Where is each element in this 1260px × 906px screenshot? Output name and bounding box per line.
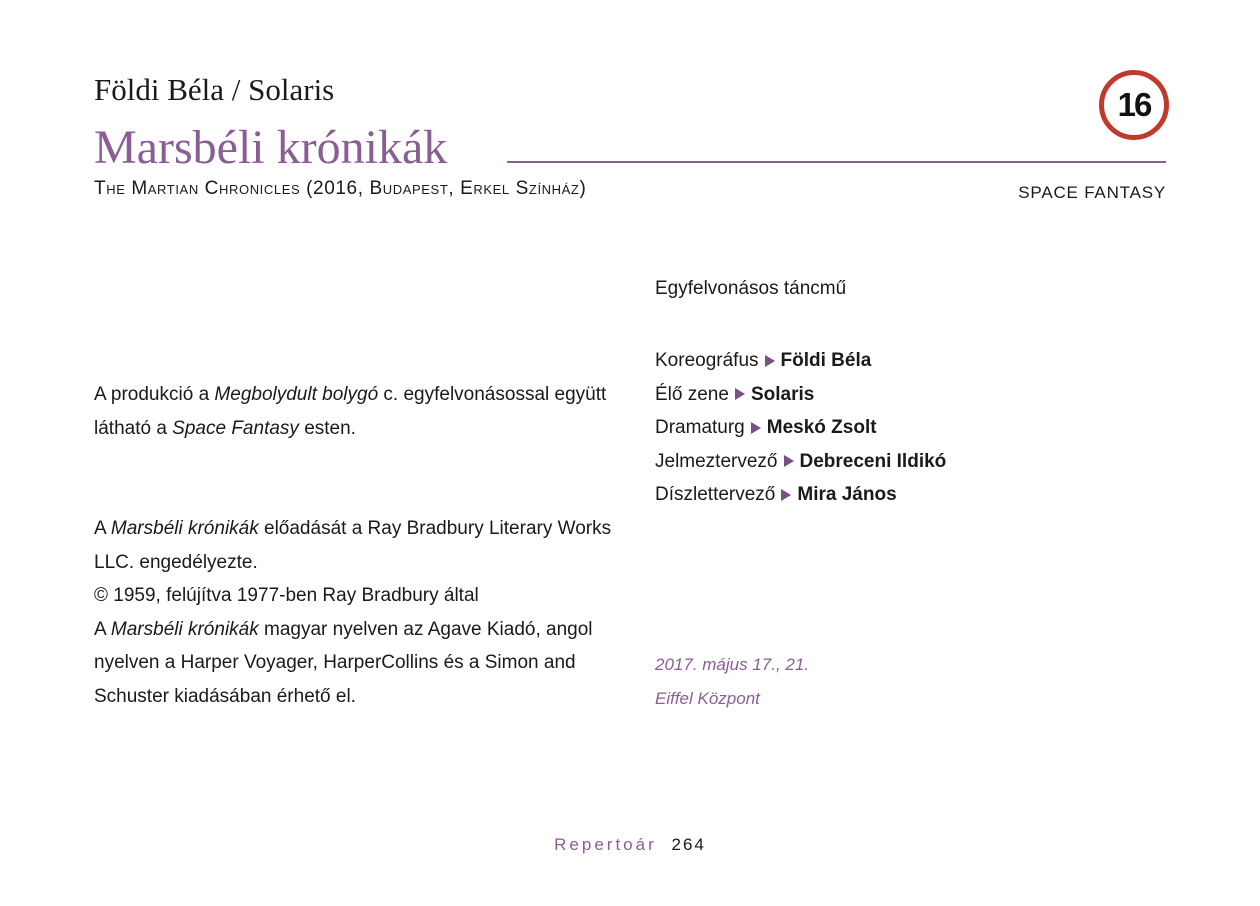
- genre-label: Egyfelvonásos táncmű: [655, 278, 847, 299]
- text-run: c. egyfelvonásossal együtt látható a: [94, 384, 607, 439]
- production-paragraph: [94, 378, 614, 445]
- title-divider: [507, 161, 1166, 163]
- credit-role: Koreográfus: [655, 350, 759, 371]
- credit-row: [655, 445, 946, 479]
- triangle-right-icon: [784, 455, 794, 467]
- performance-dates: 2017. május 17., 21.: [655, 655, 810, 674]
- license-paragraph: [94, 512, 614, 579]
- footer-section-label: Repertoár: [554, 835, 657, 854]
- text-run: magyar nyelven az Agave Kiadó, angol nyelven a Harper Voyager, HarperCollins és a Simon and Schuster kiadásában érhető el.: [94, 618, 593, 707]
- credits-list: [655, 344, 946, 512]
- credit-role: Jelmeztervező: [655, 450, 778, 472]
- credit-name: Mira János: [797, 484, 897, 505]
- text-run: A: [94, 518, 111, 539]
- credit-row: [655, 344, 946, 378]
- italic-title: Space Fantasy: [172, 417, 299, 439]
- triangle-right-icon: [735, 388, 745, 400]
- series-label: SPACE FANTASY: [1018, 183, 1166, 202]
- triangle-right-icon: [781, 489, 791, 501]
- text-run: A produkció a: [94, 384, 215, 405]
- triangle-right-icon: [765, 355, 775, 367]
- license-note: [94, 512, 614, 713]
- text-run: esten.: [298, 417, 356, 439]
- credit-name: Solaris: [750, 383, 815, 405]
- italic-title: Megbolydult bolygó: [214, 384, 379, 405]
- triangle-right-icon: [751, 422, 761, 434]
- performance-venue: Eiffel Központ: [655, 688, 760, 708]
- italic-title: Marsbéli krónikák: [110, 618, 259, 640]
- text-run: A: [94, 618, 111, 640]
- age-rating-value: 16: [1117, 86, 1151, 123]
- age-rating-badge: [1099, 70, 1169, 140]
- italic-title: Marsbéli krónikák: [110, 518, 259, 539]
- publisher-paragraph: [94, 613, 614, 714]
- credit-role: Díszlettervező: [655, 484, 776, 505]
- credit-row: [655, 378, 946, 412]
- page-footer: [0, 835, 1260, 855]
- performance-info: [655, 648, 809, 715]
- credit-role: Élő zene: [655, 383, 729, 405]
- text-run: előadását a Ray Bradbury Literary Works LLC. engedélyezte.: [94, 518, 612, 573]
- page-title: Marsbéli krónikák: [94, 121, 448, 174]
- authors-line: Földi Béla / Solaris: [94, 72, 335, 107]
- copyright-line: © 1959, felújítva 1977-ben Ray Bradbury által: [94, 585, 479, 606]
- production-note: [94, 378, 614, 445]
- credit-row: [655, 411, 946, 445]
- credit-name: Földi Béla: [780, 350, 872, 371]
- credit-role: Dramaturg: [655, 417, 745, 438]
- credit-name: Debreceni Ildikó: [799, 450, 947, 472]
- page-number: 264: [671, 835, 706, 854]
- english-title: The Martian Chronicles (2016, Budapest, Erkel Színház): [94, 178, 587, 199]
- credit-name: Meskó Zsolt: [766, 417, 877, 438]
- credit-row: [655, 478, 946, 512]
